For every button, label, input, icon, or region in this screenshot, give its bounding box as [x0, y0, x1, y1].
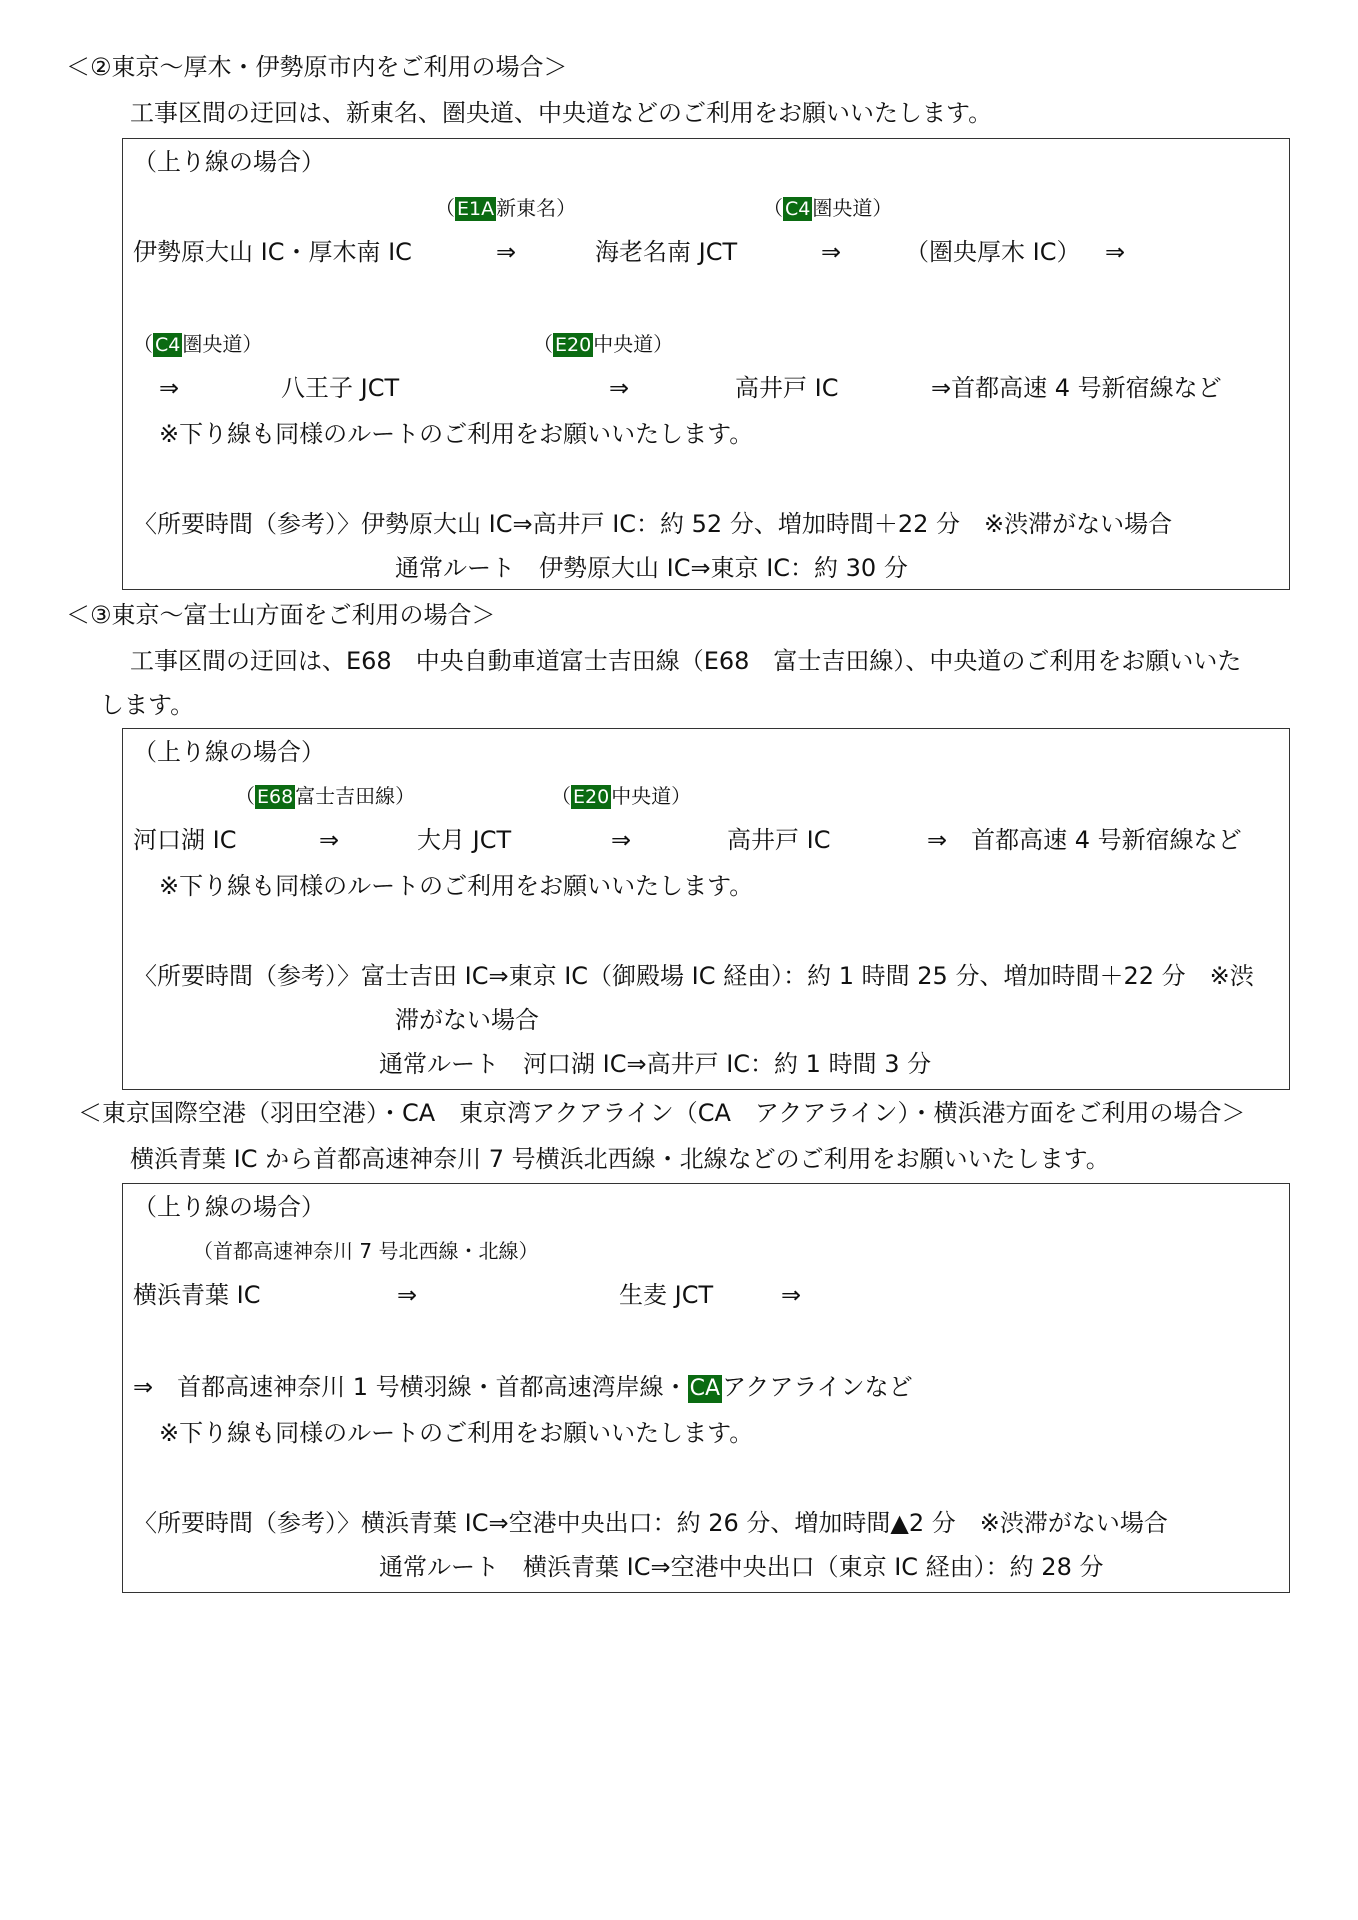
paren: （ [235, 784, 255, 808]
direction-label: （上り線の場合） [133, 738, 325, 766]
route-point: 伊勢原大山 IC・厚木南 IC [133, 238, 412, 266]
road-name: 中央道） [611, 784, 692, 808]
route-label-c4 [133, 331, 262, 357]
route-point: 高井戸 IC [735, 374, 839, 402]
road-badge-e68: E68 [257, 786, 294, 808]
direction-label: （上り線の場合） [133, 148, 325, 176]
arrow: ⇒ [609, 374, 630, 402]
section4-intro: 横浜青葉 IC から首都高速神奈川 7 号横浜北西線・北線などのご利用をお願いいたします。 [130, 1145, 1110, 1173]
note-downbound: ※下り線も同様のルートのご利用をお願いいたします。 [159, 1419, 754, 1447]
route-label-e1a [435, 195, 576, 221]
route-point: 横浜青葉 IC [133, 1281, 261, 1309]
road-badge-e20: E20 [555, 334, 592, 356]
route-point: 海老名南 JCT [595, 238, 738, 266]
arrow: ⇒ [781, 1281, 802, 1309]
route-point: 高井戸 IC [727, 826, 831, 854]
route-label-e20 [533, 331, 673, 357]
note-downbound: ※下り線も同様のルートのご利用をお願いいたします。 [159, 872, 754, 900]
road-badge-e20: E20 [573, 786, 610, 808]
route-text: アクアラインなど [722, 1373, 913, 1401]
route-text: ⇒ 首都高速神奈川 1 号横羽線・首都高速湾岸線・ [133, 1373, 688, 1401]
arrow: ⇒ [496, 238, 517, 266]
road-name: 中央道） [593, 332, 674, 356]
section2-route-box [122, 138, 1290, 590]
arrow: ⇒ [159, 374, 180, 402]
section4-route-box [122, 1183, 1290, 1593]
normal-route-time: 通常ルート 横浜青葉 IC⇒空港中央出口（東京 IC 経由）：約 28 分 [379, 1553, 1104, 1581]
route-label-shutoko-k7: （首都高速神奈川 7 号北西線・北線） [193, 1239, 539, 1263]
travel-time: 〈所要時間（参考）〉伊勢原大山 IC⇒高井戸 IC：約 52 分、増加時間＋22 分 ※渋滞がない場合 [133, 510, 1173, 538]
route-label-c4 [763, 195, 892, 221]
arrow: ⇒ [1105, 238, 1126, 266]
paren: （ [435, 196, 455, 220]
arrow: ⇒ [397, 1281, 418, 1309]
route-point: ⇒首都高速 4 号新宿線など [931, 374, 1222, 402]
road-name: 新東名） [496, 196, 577, 220]
route-point: 大月 JCT [417, 826, 512, 854]
paren: （ [763, 196, 783, 220]
arrow: ⇒ [821, 238, 842, 266]
road-badge-c4: C4 [155, 334, 181, 356]
note-downbound: ※下り線も同様のルートのご利用をお願いいたします。 [159, 420, 754, 448]
arrow: ⇒ [319, 826, 340, 854]
road-name: 富士吉田線） [295, 784, 416, 808]
route-point: 八王子 JCT [281, 374, 400, 402]
paren: （ [551, 784, 571, 808]
section3-heading: ＜③東京～富士山方面をご利用の場合＞ [66, 601, 496, 629]
road-badge-ca: CA [689, 1376, 721, 1401]
route-label-e20 [551, 783, 691, 809]
section3-intro: 工事区間の迂回は、E68 中央自動車道富士吉田線（E68 富士吉田線）、中央道のご利用をお願いいた [130, 647, 1242, 675]
section2-intro: 工事区間の迂回は、新東名、圏央道、中央道などのご利用をお願いいたします。 [130, 99, 993, 127]
road-name: 圏央道） [812, 196, 893, 220]
normal-route-time: 通常ルート 伊勢原大山 IC⇒東京 IC：約 30 分 [395, 554, 908, 582]
paren: （ [533, 332, 553, 356]
route-point: ⇒ 首都高速 4 号新宿線など [927, 826, 1242, 854]
direction-label: （上り線の場合） [133, 1193, 325, 1221]
paren: （ [133, 332, 153, 356]
route-continuation [133, 1372, 913, 1403]
arrow: ⇒ [611, 826, 632, 854]
road-name: 圏央道） [182, 332, 263, 356]
section3-intro-cont: します。 [100, 691, 195, 719]
route-point: 河口湖 IC [133, 826, 237, 854]
section2-heading: ＜②東京～厚木・伊勢原市内をご利用の場合＞ [66, 53, 568, 81]
section3-route-box [122, 728, 1290, 1090]
normal-route-time: 通常ルート 河口湖 IC⇒高井戸 IC：約 1 時間 3 分 [379, 1050, 932, 1078]
travel-time-cont: 滞がない場合 [395, 1006, 539, 1034]
route-label-e68 [235, 783, 415, 809]
route-point: （圏央厚木 IC） [905, 238, 1081, 266]
road-badge-c4: C4 [785, 198, 811, 220]
road-badge-e1a: E1A [457, 198, 495, 220]
travel-time: 〈所要時間（参考）〉横浜青葉 IC⇒空港中央出口：約 26 分、増加時間▲2 分 ※渋滞がない場合 [133, 1509, 1168, 1537]
section4-heading: ＜東京国際空港（羽田空港）・CA 東京湾アクアライン（CA アクアライン）・横浜港方面をご利用の場合＞ [78, 1099, 1246, 1127]
travel-time: 〈所要時間（参考）〉富士吉田 IC⇒東京 IC（御殿場 IC 経由）：約 1 時間 25 分、増加時間＋22 分 ※渋 [133, 962, 1254, 990]
route-point: 生麦 JCT [619, 1281, 714, 1309]
